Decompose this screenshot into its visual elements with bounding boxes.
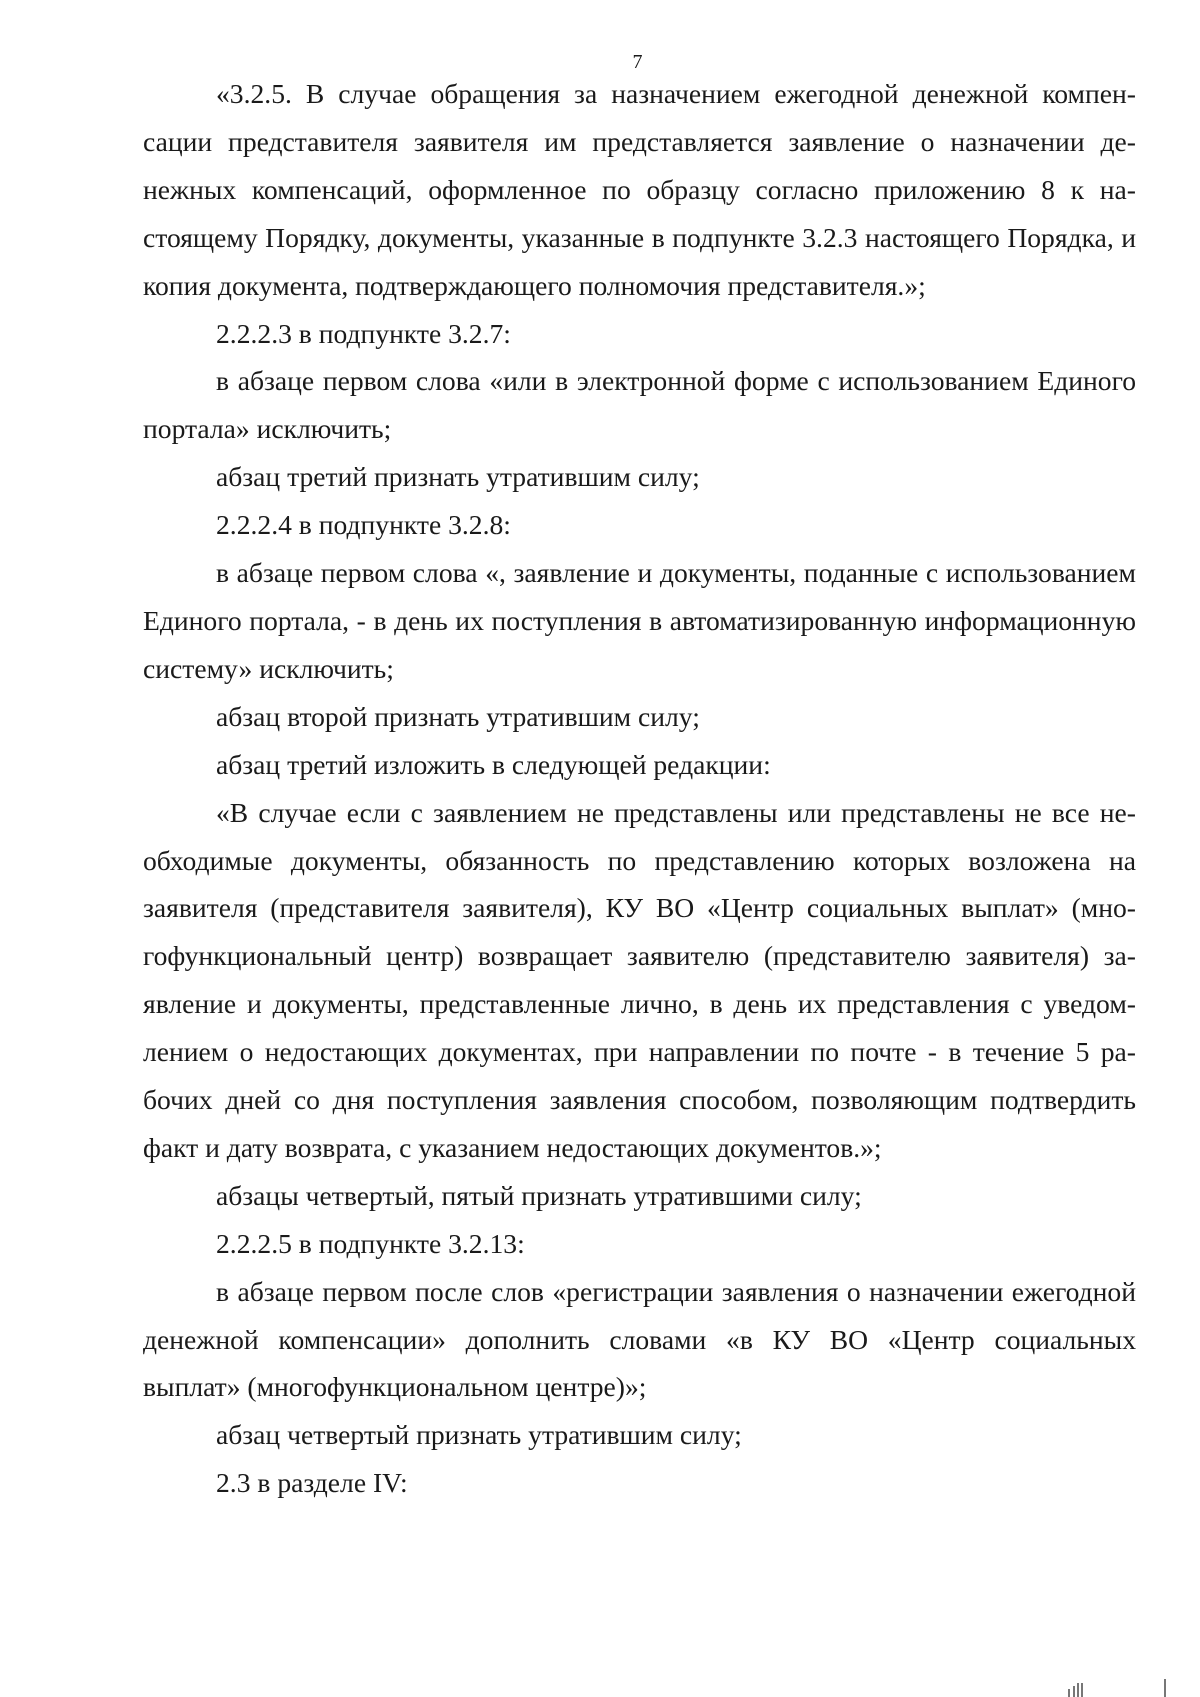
paragraph-2-2-2-3-third: абзац третий признать утратившим силу; (216, 461, 700, 493)
paragraph-2-2-2-3-heading: 2.2.2.3 в подпункте 3.2.7: (216, 317, 511, 349)
paragraph-3-2-5: «3.2.5. В случае обращения за назначением ежегодной денежной компенсации представителя заявителя им представляется заявление о назначении денежных компенсаций, оформленное по образцу согласно приложению 8 к настоящему Порядку, документы, указанные в подпункте 3.2.3 настоящего Порядка, и копия документа, подтверждающего полномочия представителя.»; (143, 78, 1136, 301)
paragraph-2-2-2-4-first: в абзаце первом слова «, заявление и документы, поданные с использованием Единого портала, - в день их поступления в автоматизированную информационную систему» исключить; (143, 557, 1136, 684)
paragraph-2-3-heading: 2.3 в разделе IV: (216, 1467, 408, 1499)
paragraph-2-2-2-4-second: абзац второй признать утратившим силу; (216, 700, 700, 732)
page-number: 7 (632, 51, 643, 73)
paragraph-2-2-2-4-heading: 2.2.2.4 в подпункте 3.2.8: (216, 509, 511, 541)
paragraph-2-2-2-5-first: в абзаце первом после слов «регистрации заявления о назначении ежегодной денежной компенсации» дополнить словами «в КУ ВО «Центр социальных выплат» (многофункциональном центре)»; (143, 1275, 1136, 1403)
document-body (143, 70, 1136, 1507)
paragraph-2-2-2-5-fourth: абзац четвертый признать утратившим силу; (216, 1419, 742, 1451)
paragraph-2-2-2-4-new-text: «В случае если с заявлением не представлены или представлены не все необходимые документы, обязанность по представлению которых возложена на заявителя (представителя заявителя), КУ ВО «Центр социальных выплат» (многофункциональный центр) возвращает заявителю (представителю заявителя) заявление и документы, представленные лично, в день их представления с уведомлением о недостающих документах, при направлении по почте - в течение 5 рабочих дней со дня поступления заявления способом, позволяющим подтвердить факт и дату возврата, с указанием недостающих документов.»; (143, 796, 1136, 1163)
paragraph-2-2-2-4-fourth-fifth: абзацы четвертый, пятый признать утратившими силу; (216, 1179, 862, 1211)
paragraph-2-2-2-4-third: абзац третий изложить в следующей редакции: (216, 748, 771, 780)
scan-artifact-marks (1060, 1676, 1180, 1697)
paragraph-2-2-2-5-heading: 2.2.2.5 в подпункте 3.2.13: (216, 1227, 525, 1259)
paragraph-2-2-2-3-first: в абзаце первом слова «или в электронной форме с использованием Единого портала» исключить; (143, 365, 1136, 445)
